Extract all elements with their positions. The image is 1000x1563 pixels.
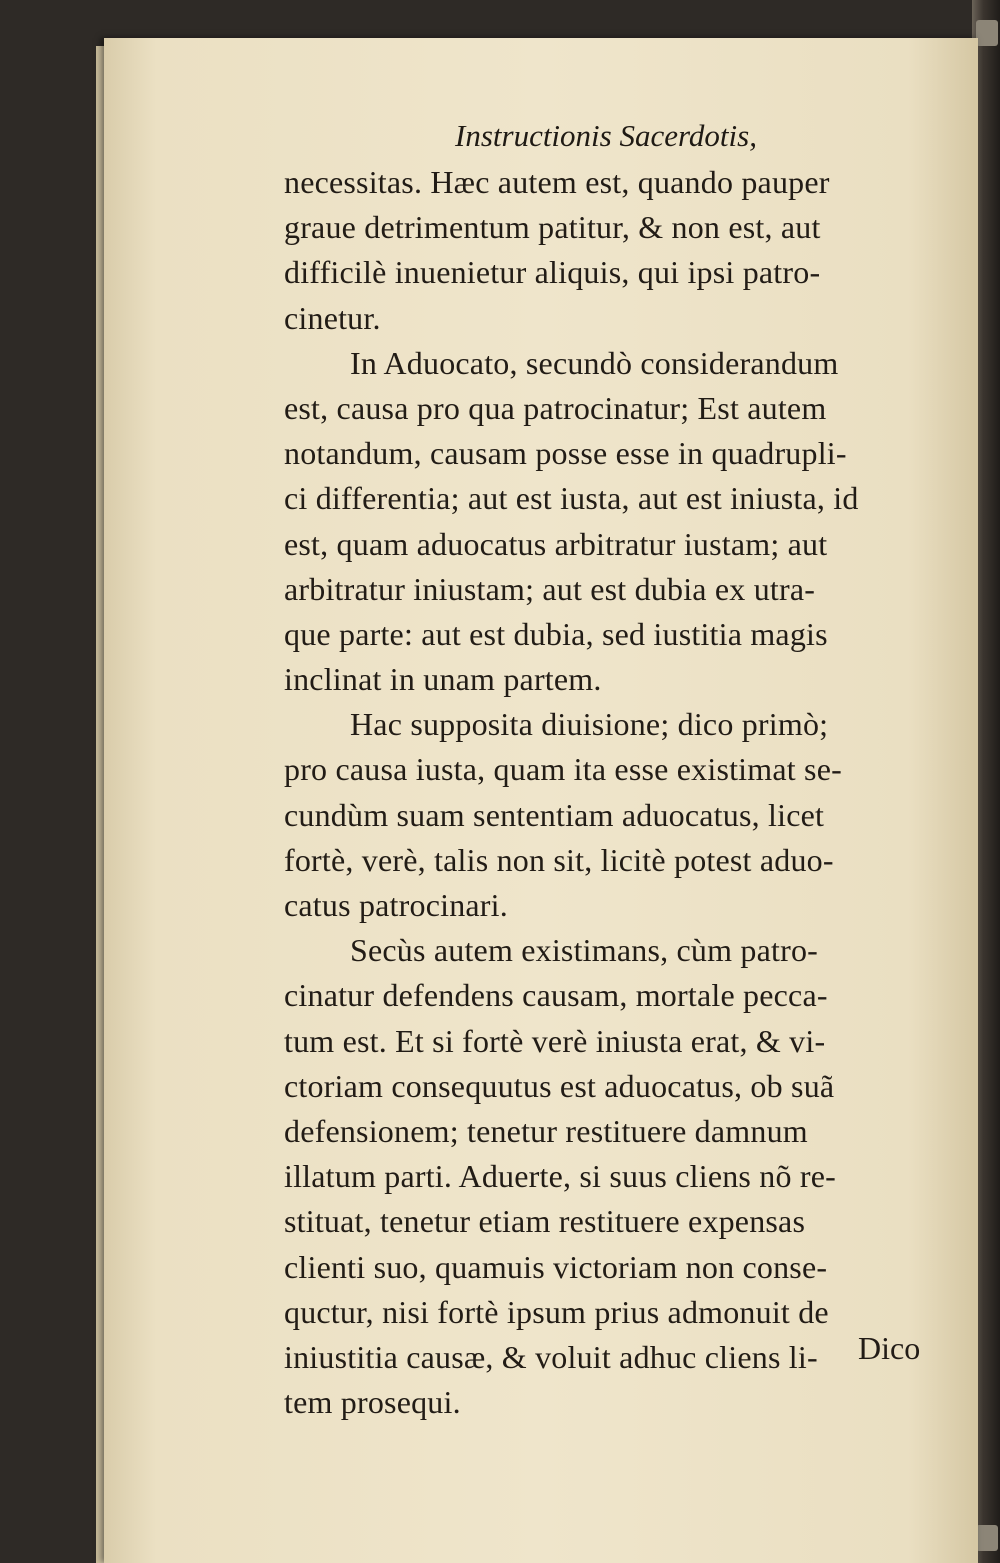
text-line: notandum, causam posse esse in quadrupli-: [284, 435, 847, 472]
catchword: Dico: [858, 1330, 921, 1366]
text-line: est, quam aduocatus arbitratur iustam; aut: [284, 525, 828, 562]
text-line: tem prosequi.: [284, 1384, 461, 1421]
text-line: Hac supposita diuisione; dico primò;: [350, 706, 829, 743]
text-line: tum est. Et si fortè verè iniusta erat, & vi-: [284, 1022, 826, 1059]
text-line: quctur, nisi fortè ipsum prius admonuit de: [284, 1293, 829, 1330]
text-line: ci differentia; aut est iusta, aut est iniusta, id: [284, 480, 859, 517]
body-text: [284, 160, 944, 1425]
text-line: graue detrimentum patitur, & non est, aut: [284, 209, 821, 246]
text-line: que parte: aut est dubia, sed iustitia magis: [284, 615, 828, 652]
text-line: cinetur.: [284, 299, 381, 336]
text-line: catus patrocinari.: [284, 887, 508, 923]
text-line: est, causa pro qua patrocinatur; Est autem: [284, 389, 827, 426]
text-line: inclinat in unam partem.: [284, 661, 602, 698]
text-line: necessitas. Hæc autem est, quando pauper: [284, 164, 830, 200]
text-line: In Aduocato, secundò considerandum: [350, 344, 839, 381]
text-line: fortè, verè, talis non sit, licitè potest aduo-: [284, 841, 834, 878]
text-line: iniustitia causæ, & voluit adhuc cliens li-: [284, 1338, 818, 1375]
binding-tie: [976, 20, 998, 46]
text-line: Secùs autem existimans, cùm patro-: [350, 932, 819, 969]
text-line: stituat, tenetur etiam restituere expensas: [284, 1203, 806, 1240]
text-line: arbitratur iniustam; aut est dubia ex utra-: [284, 570, 816, 607]
text-line: clienti suo, quamuis victoriam non conse-: [284, 1248, 828, 1285]
binding-tie: [976, 1525, 998, 1551]
text-line: defensionem; tenetur restituere damnum: [284, 1112, 808, 1149]
text-line: ctoriam consequutus est aduocatus, ob suã: [284, 1067, 835, 1104]
running-head: Instructionis Sacerdotis,: [455, 118, 757, 153]
text-line: pro causa iusta, quam ita esse existimat se-: [284, 751, 842, 788]
text-line: difficilè inuenietur aliquis, qui ipsi patro-: [284, 254, 821, 291]
text-line: cinatur defendens causam, mortale pecca-: [284, 977, 828, 1014]
text-line: illatum parti. Aduerte, si suus cliens nõ re-: [284, 1158, 836, 1195]
text-line: cundùm suam sententiam aduocatus, licet: [284, 796, 825, 833]
